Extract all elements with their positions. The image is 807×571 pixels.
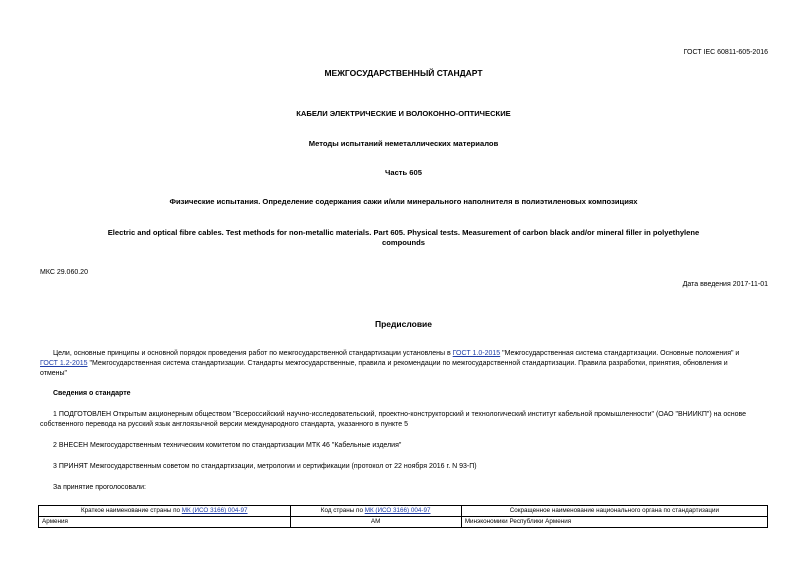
mks-code: МКС 29.060.20	[40, 269, 88, 276]
methods-title: Методы испытаний неметаллических материалов	[308, 139, 499, 148]
table-row	[39, 517, 768, 528]
physical-tests-title: Физические испытания. Определение содержания сажи и/или минерального наполнителя в полиэтиленовых композициях	[169, 197, 638, 206]
country-name-header: Краткое наименование страны по МК (ИСО 3166) 004-97	[39, 506, 291, 517]
country-code-header: Код страны по МК (ИСО 3166) 004-97	[290, 506, 461, 517]
voting-countries-table	[38, 505, 768, 528]
foreword-text: "Межгосударственная система стандартизации. Основные положения" и	[500, 350, 740, 357]
item-1-line2: собственного перевода на русский язык англоязычной версии международного стандарта, указанного в пункте 5	[40, 421, 408, 428]
mk-iso-3166-link[interactable]: МК (ИСО 3166) 004-97	[364, 507, 431, 514]
interstate-standard-title: МЕЖГОСУДАРСТВЕННЫЙ СТАНДАРТ	[324, 68, 483, 78]
item-1-line1: 1 ПОДГОТОВЛЕН Открытым акционерным обществом "Всероссийский научно-исследовательский, проектно-конструкторский и технологический институт кабельной промышленности" (ОАО "ВНИИКП") на основе	[53, 411, 746, 418]
cables-title: КАБЕЛИ ЭЛЕКТРИЧЕСКИЕ И ВОЛОКОННО-ОПТИЧЕСКИЕ	[296, 109, 511, 118]
foreword-heading: Предисловие	[374, 319, 433, 329]
gost-1-2-link[interactable]: ГОСТ 1.2-2015	[40, 360, 88, 367]
foreword-paragraph-line2	[40, 359, 768, 369]
english-title-line2: compounds	[381, 238, 426, 247]
gost-1-0-link[interactable]: ГОСТ 1.0-2015	[452, 350, 501, 357]
table-header-row	[39, 506, 768, 517]
national-body-cell: Минэкономики Республики Армения	[461, 517, 767, 528]
english-title-line1: Electric and optical fibre cables. Test methods for non-metallic materials. Part 605. Physical tests. Measurement of carbon black and/or mineral filler in polyethylene	[107, 228, 700, 237]
item-2: 2 ВНЕСЕН Межгосударственным техническим комитетом по стандартизации МТК 46 "Кабельные изделия"	[53, 442, 402, 449]
foreword-text: Цели, основные принципы и основной порядок проведения работ по межгосударственной стандартизации установлены в	[53, 350, 453, 357]
country-name-cell: Армения	[39, 517, 291, 528]
introduction-date: Дата введения 2017-11-01	[682, 281, 768, 288]
country-code-cell: AM	[290, 517, 461, 528]
voted-label: За принятие проголосовали:	[53, 484, 146, 491]
item-3: 3 ПРИНЯТ Межгосударственным советом по стандартизации, метрологии и сертификации (протокол от 22 ноября 2016 г. N 93-П)	[53, 463, 477, 470]
foreword-text: "Межгосударственная система стандартизации. Стандарты межгосударственные, правила и рекомендации по межгосударственной стандартизации. Правила разработки, принятия, обновления и	[87, 360, 728, 367]
national-body-header: Сокращенное наименование национального органа по стандартизации	[461, 506, 767, 517]
part-title: Часть 605	[385, 168, 422, 177]
foreword-paragraph-line1	[40, 349, 768, 359]
mk-iso-3166-link[interactable]: МК (ИСО 3166) 004-97	[181, 507, 248, 514]
document-code: ГОСТ IEC 60811-605-2016	[683, 49, 768, 56]
foreword-paragraph-line3: отмены"	[40, 370, 68, 377]
standard-info-heading: Сведения о стандарте	[53, 390, 131, 397]
